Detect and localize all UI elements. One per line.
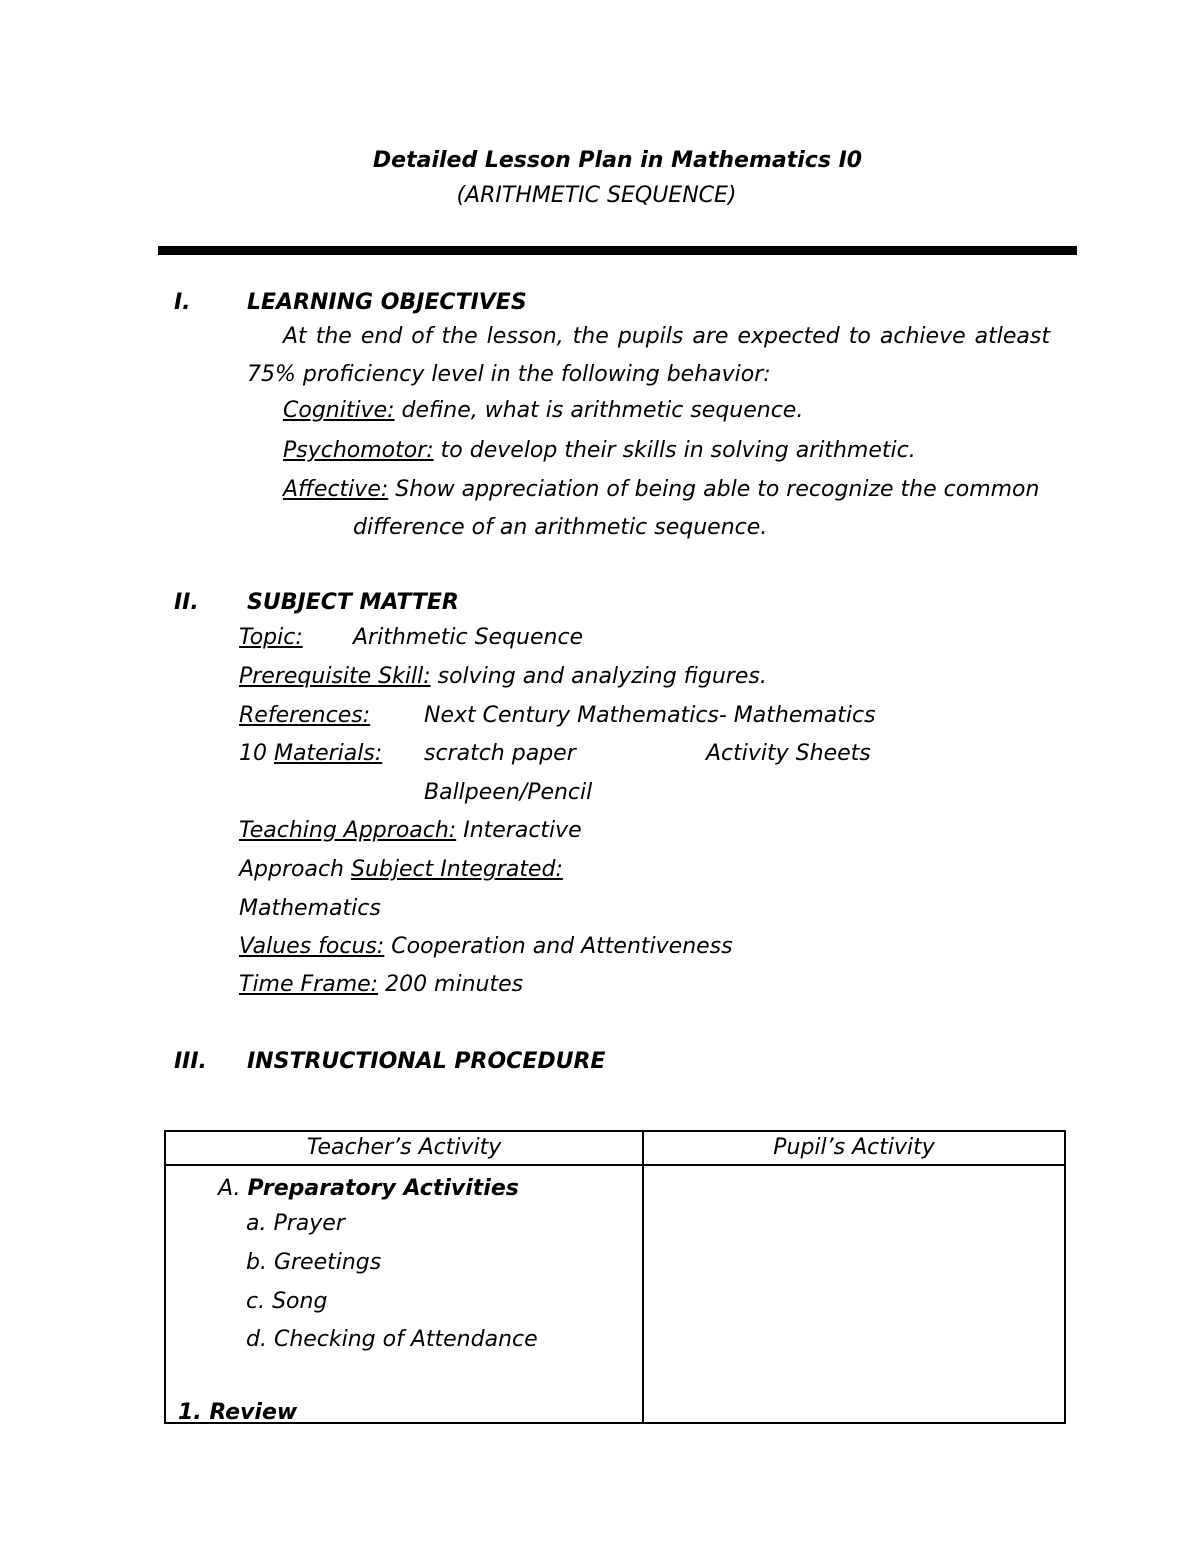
- prep-heading: Preparatory Activities: [247, 1176, 519, 1201]
- subject-line: [239, 859, 563, 881]
- prerequisite-label: Prerequisite Skill:: [239, 664, 431, 689]
- materials-value-3: Ballpeen/Pencil: [424, 780, 593, 805]
- title-divider: [158, 246, 1077, 255]
- objective-cognitive: [283, 400, 803, 422]
- cognitive-text: define, what is arithmetic sequence.: [394, 398, 804, 423]
- topic-label: Topic:: [239, 625, 303, 650]
- materials-value-2: Activity Sheets: [706, 741, 871, 766]
- pupil-activity-cell: [643, 1165, 1065, 1423]
- prerequisite-line: [239, 666, 767, 688]
- materials-prefix: 10: [239, 741, 274, 766]
- approach-line: [239, 820, 582, 842]
- prep-heading-line: [218, 1178, 519, 1200]
- time-line: [239, 974, 523, 996]
- time-value: 200 minutes: [378, 972, 524, 997]
- affective-text: Show appreciation of being able to recognize the common: [388, 477, 1040, 502]
- prep-letter: A.: [218, 1176, 248, 1201]
- approach-prefix: Approach: [239, 857, 351, 882]
- section-1-numeral: I.: [174, 290, 191, 315]
- references-value: Next Century Mathematics- Mathematics: [424, 703, 876, 728]
- references-label: References:: [239, 703, 371, 728]
- objective-affective: [283, 479, 1039, 501]
- affective-text-continued: difference of an arithmetic sequence.: [353, 515, 768, 540]
- table-row: [165, 1165, 1065, 1423]
- section-2-numeral: II.: [174, 590, 199, 615]
- approach-value: Interactive: [456, 818, 582, 843]
- materials-label: Materials:: [274, 741, 383, 766]
- section-3-heading: INSTRUCTIONAL PROCEDURE: [247, 1049, 606, 1074]
- cognitive-label: Cognitive:: [283, 398, 395, 423]
- materials-value-1: scratch paper: [424, 741, 576, 766]
- section-3-numeral: III.: [174, 1049, 207, 1074]
- list-item: d. Checking of Attendance: [246, 1327, 538, 1352]
- time-label: Time Frame:: [239, 972, 379, 997]
- psychomotor-label: Psychomotor:: [283, 438, 434, 463]
- topic-value: Arithmetic Sequence: [353, 625, 584, 650]
- psychomotor-text: to develop their skills in solving arithmetic.: [433, 438, 916, 463]
- document-subtitle: (ARITHMETIC SEQUENCE): [456, 183, 737, 208]
- header-pupil: Pupil’s Activity: [643, 1131, 1065, 1165]
- values-line: [239, 936, 733, 958]
- subject-value: Mathematics: [239, 896, 381, 921]
- objective-psychomotor: [283, 440, 916, 462]
- affective-label: Affective:: [283, 477, 389, 502]
- values-label: Values focus:: [239, 934, 385, 959]
- list-item: a. Prayer: [246, 1211, 345, 1236]
- prerequisite-value: solving and analyzing figures.: [430, 664, 767, 689]
- subject-label: Subject Integrated:: [351, 857, 563, 882]
- document-title: Detailed Lesson Plan in Mathematics I0: [372, 148, 863, 173]
- section-1-heading: LEARNING OBJECTIVES: [247, 290, 527, 315]
- teacher-activity-cell: [165, 1165, 643, 1423]
- materials-line: [239, 743, 382, 765]
- header-teacher: Teacher’s Activity: [165, 1131, 643, 1165]
- table-header-row: [165, 1131, 1065, 1165]
- section-2-heading: SUBJECT MATTER: [247, 590, 459, 615]
- values-value: Cooperation and Attentiveness: [384, 934, 733, 959]
- procedure-table: [164, 1130, 1066, 1424]
- list-item: c. Song: [246, 1289, 328, 1314]
- list-item: b. Greetings: [246, 1250, 382, 1275]
- objectives-intro: At the end of the lesson, the pupils are expected to achieve atleast 75% proficiency level in the following behavior:: [247, 324, 1050, 387]
- review-item: 1. Review: [178, 1400, 298, 1425]
- approach-label: Teaching Approach:: [239, 818, 457, 843]
